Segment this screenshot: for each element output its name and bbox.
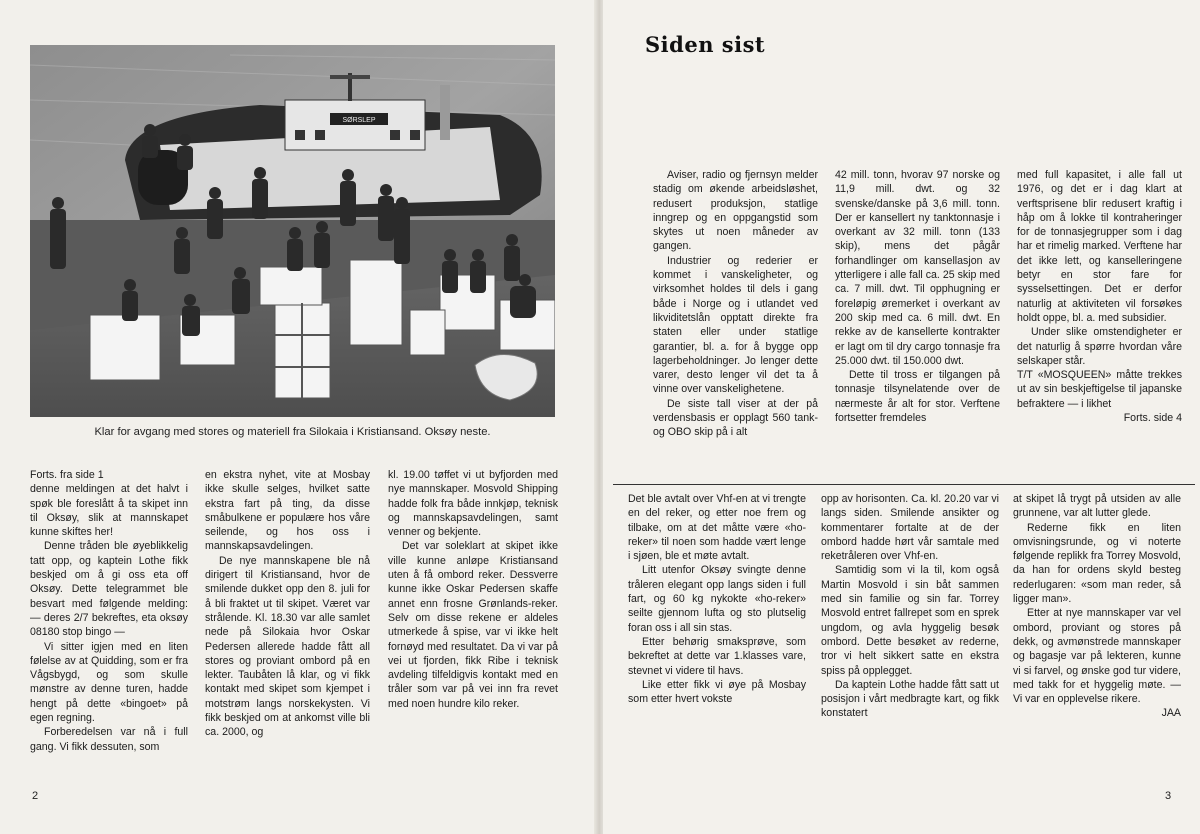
paragraph: 42 mill. tonn, hvorav 97 norske og 11,9 mill. dwt. og 32 svenske/danske på 3,6 mill. tonn. Der er kansellert ny tanktonnasje i overkant av 32 mill. tonn (133 skip), mens det pågår forhandlinger om kansellasjon av ytterligere i alle fall ca. 25 skip med ca. 7 mill. dwt. Til opphugning er foreløpig øremerket i overkant av 200 skip med ca. 6 mill. dwt. En rekke av de kansellerte kontrakter er lagt om til dry cargo tonnasje fra 25.000 dwt. til 150.000 dwt. <box>835 169 1000 367</box>
author-signature: JAA <box>1161 707 1181 720</box>
paragraph: Aviser, radio og fjernsyn melder stadig om økende arbeidsløshet, redusert produksjon, statlige inngrep og en oppgangstid som skytes ut noen måneder av gangen. <box>653 169 818 253</box>
paragraph: Det var soleklart at skipet ikke ville kunne anløpe Kristiansand uten å få ombord reker. Dessverre kunne ikke Oskar Pedersen skaffe annet enn frosne Grønlands-reker. Selv om disse rekene er aldeles utmerkede å spise, var vi ikke helt fornøyd med resultatet. Da vi var på vei ut fjorden, fikk Ribe i teknisk avdeling tilfeldigvis kontakt med en tråler som var på vei inn fra revet med noen hundre kilo reker. <box>388 540 558 710</box>
right-bottom-column-3 <box>1013 492 1181 721</box>
paragraph: kl. 19.00 tøffet vi ut byfjorden med nye mannskaper. Mosvold Shipping hadde folk fra både innkjøp, teknisk og mannskapsavdelingen, samt venner og bekjente. <box>388 469 558 539</box>
paragraph: Industrier og rederier er kommet i vanskeligheter, og virksomhet holdes til dels i gang både i Norge og i utlandet ved likviditetslån opptatt direkte fra staten eller under statlige garantier, bl. a. for å bygge opp lagerbeholdninger. Jo lenger dette varer, desto lenger vil det ta å vinne over vanskelighetene. <box>653 254 818 396</box>
paragraph: denne meldingen at det halvt i spøk ble foreslått å ta skipet inn til Oksøy, slik at mannskapet kunne skiftes her! <box>30 483 188 539</box>
paragraph: Like etter fikk vi øye på Mosbay som etter hvert vokste <box>628 678 806 706</box>
boat-name-sign: SØRSLEP <box>342 117 376 124</box>
photo-caption: Klar for avgang med stores og materiell fra Silokaia i Kristiansand. Oksøy neste. <box>94 426 491 438</box>
paragraph: Rederne fikk en liten omvisningsrunde, og vi noterte følgende replikk fra Torrey Mosvold, da han for ordens skyld besteg rederlugaren: «som man reder, så ligger man». <box>1013 521 1181 606</box>
paragraph: at skipet lå trygt på utsiden av alle grunnene, var alt lutter glede. <box>1013 493 1181 520</box>
left-column-2 <box>205 468 370 740</box>
right-page <box>603 0 1200 834</box>
right-bottom-column-2 <box>821 492 999 721</box>
right-top-column-2 <box>835 168 1000 425</box>
paragraph: De nye mannskapene ble nå dirigert til Kristiansand, hvor de smilende dukket opp den 8. juli for å bli fraktet ut til skipet. Været var strålende. Kl. 18.30 var alle samlet nede på Silokaia hvor Oskar Pedersen allerede hadde fått all stores og proviant ombord på en lekter. Taubåten lå klar, og vi fikk kontakt med skipet som kjempet i motstrøm langs norskekysten. Vi fikk beskjed om at ankomst ville bli ca. 2000, og <box>205 554 370 739</box>
continued-on-note: Forts. side 4 <box>1123 412 1182 425</box>
paragraph: Vi sitter igjen med en liten følelse av at Quidding, som er fra Vågsbygd, og som skulle mønstre av denne turen, hadde hengt på dette «bingoet» på egen regning. <box>30 640 188 725</box>
harbor-photo <box>30 45 555 417</box>
section-divider <box>613 484 1195 485</box>
paragraph: T/T «MOSQUEEN» måtte trekkes ut av sin beskjeftigelse til japanske befraktere — i likhet <box>1017 369 1182 410</box>
left-column-3 <box>388 468 558 711</box>
right-top-column-1 <box>653 168 818 440</box>
paragraph: en ekstra nyhet, vite at Mosbay ikke skulle selges, hvilket satte ekstra fart på ting, da disse småbulkene er populære hos våre seilende, og hos oss i mannskapsavdelingen. <box>205 469 370 553</box>
left-page <box>0 0 597 834</box>
section-heading: Siden sist <box>645 32 766 57</box>
paragraph: Litt utenfor Oksøy svingte denne tråleren elegant opp langs siden i full fart, og 60 kg nykokte «ho-reker» seilte gjennom lufta og sto plutselig foran oss i all sin stas. <box>628 564 806 634</box>
paragraph: Dette til tross er tilgangen på tonnasje tilsynelatende over de nærmeste år alt for stor. Verftene fortsetter fremdeles <box>835 369 1000 425</box>
paragraph: Det ble avtalt over Vhf-en at vi trengte en del reker, og etter noe frem og tilbake, om at det måtte være «ho-reker» til noen som hadde vært lenge i sjøen, ble et møte avtalt. <box>628 493 806 563</box>
paragraph: Etter behørig smaksprøve, som bekreftet at dette var 1.klasses vare, stevnet vi videre til havs. <box>628 635 806 677</box>
paragraph: Denne tråden ble øyeblikkelig tatt opp, og kaptein Lothe fikk beskjed om å gi oss eta off Oksøy. Dette telegrammet ble besvart med følgende melding: — deres 2/7 bekreftes, eta oksøy 08180 stop bingo — <box>30 540 188 639</box>
paragraph: med full kapasitet, i alle fall ut 1976, og det er i dag klart at verftsprisene blir redusert kraftig i håp om å lokke til kontraheringer for de tonnasjegrupper som i dag har et rimelig marked. Verftene har det ikke lett, og kanselleringene betyr en stor fare for sysselsettingen. Det er derfor naturlig at aktiviteten vil forsøkes holdt oppe, bl. a. med subsidier. <box>1017 169 1182 324</box>
paragraph: Under slike omstendigheter er det naturlig å spørre hvordan våre selskaper står. <box>1017 326 1182 367</box>
continued-from-note: Forts. fra side 1 <box>30 469 104 481</box>
paragraph: Etter at nye mannskaper var vel ombord, proviant og stores på dekk, og avmønstrede mannskaper og bagasje var på lekteren, kunne vi si farvel, og ønske god tur videre, med takk for et hyggelig møte. — Vi var en opplevelse rikere. <box>1013 607 1181 706</box>
paragraph: Da kaptein Lothe hadde fått satt ut posisjon i vårt medbragte kart, og fikk konstatert <box>821 678 999 720</box>
paragraph: Samtidig som vi la til, kom også Martin Mosvold i sin båt sammen med sin familie og sin far. Torrey Mosvold entret fallrepet som en sprek ungdom, og avla hyggelig besøk ombord. Dette besøket av rederne, tror vi helt sikkert satte en ekstra spiss på opplegget. <box>821 564 999 677</box>
paragraph: Forberedelsen var nå i full gang. Vi fikk dessuten, som <box>30 726 188 753</box>
paragraph: De siste tall viser at der på verdensbasis er opplagt 560 tank- og OBO skip på i alt <box>653 397 818 439</box>
right-bottom-column-1 <box>628 492 806 706</box>
left-column-1 <box>30 468 188 754</box>
right-top-column-3 <box>1017 168 1182 425</box>
page-number-left: 2 <box>32 790 39 802</box>
page-number-right: 3 <box>1165 790 1172 802</box>
paragraph: opp av horisonten. Ca. kl. 20.20 var vi langs siden. Smilende ansikter og kommentarer fortalte at de der ombord hadde hørt vår samtale med reketråleren over Vhf-en. <box>821 493 999 563</box>
